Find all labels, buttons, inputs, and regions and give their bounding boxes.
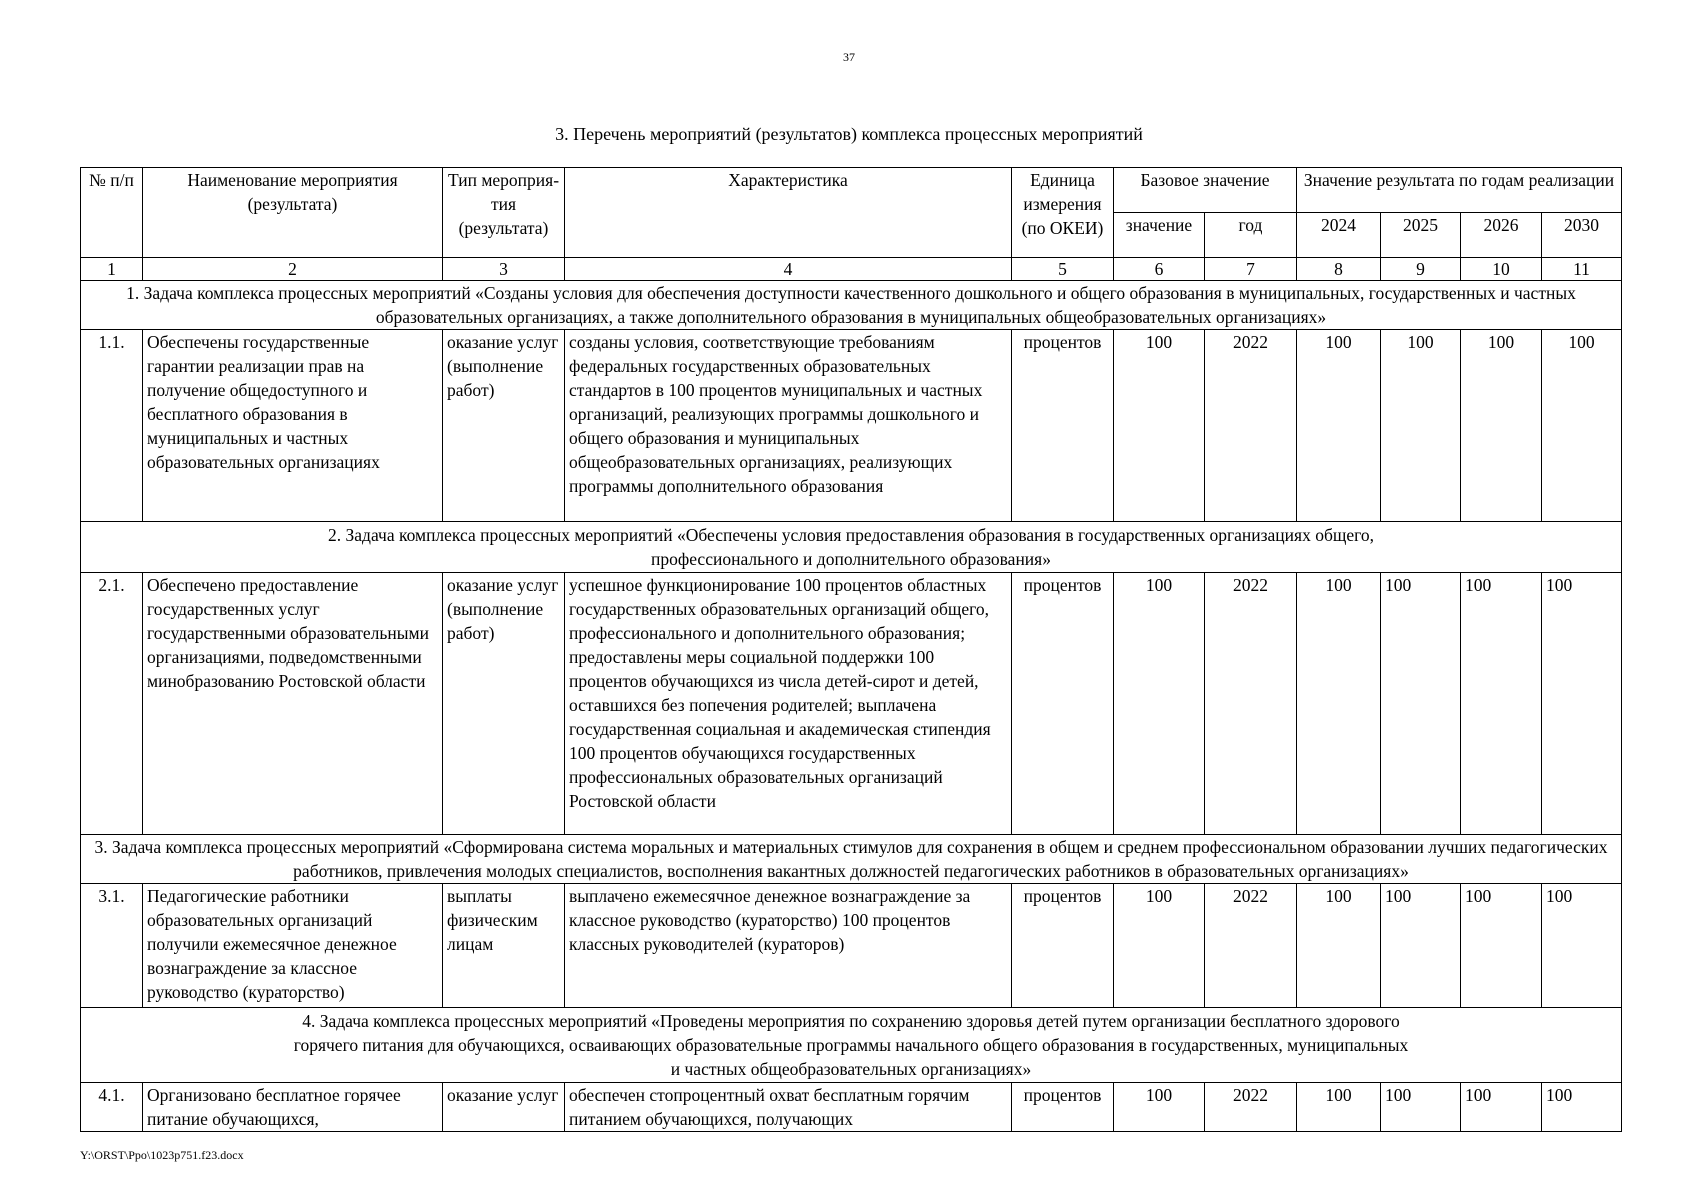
row-base-value: 100 <box>1114 884 1205 1008</box>
row-num: 1.1. <box>81 330 143 522</box>
task-title: 3. Задача комплекса процессных мероприятий «Сформирована система моральных и материальных стимулов для сохранения в общем и среднем профессиональном образовании лучших педагогических работников, привлечения молодых специалистов, восполнения вакантных должностей педагогических работников в образовательных организациях» <box>81 835 1622 884</box>
row-num: 3.1. <box>81 884 143 1008</box>
header-type: Тип мероприя- тия (результата) <box>443 168 565 258</box>
row-value-2024: 100 <box>1297 1083 1381 1132</box>
column-number: 8 <box>1297 258 1381 281</box>
table-row <box>81 884 1622 1008</box>
row-name: Обеспечены государственные гарантии реализации прав на получение общедоступного и бесплатного образования в муниципальных и частных образовательных организациях <box>143 330 443 522</box>
row-base-value: 100 <box>1114 1083 1205 1132</box>
header-unit: Единица измерения (по ОКЕИ) <box>1012 168 1114 258</box>
row-base-year: 2022 <box>1205 884 1297 1008</box>
row-value-2025: 100 <box>1381 330 1461 522</box>
column-number: 9 <box>1381 258 1461 281</box>
row-value-2026: 100 <box>1461 884 1542 1008</box>
row-unit: процентов <box>1012 884 1114 1008</box>
row-base-value: 100 <box>1114 573 1205 835</box>
row-unit: процентов <box>1012 573 1114 835</box>
row-value-2026: 100 <box>1461 1083 1542 1132</box>
row-value-2024: 100 <box>1297 884 1381 1008</box>
row-value-2024: 100 <box>1297 330 1381 522</box>
column-number: 3 <box>443 258 565 281</box>
row-type: оказание услуг <box>443 1083 565 1132</box>
column-number: 10 <box>1461 258 1542 281</box>
header-base: Базовое значение <box>1114 168 1297 213</box>
header-base-value: значение <box>1114 213 1205 258</box>
table-row <box>81 573 1622 835</box>
row-characteristic: созданы условия, соответствующие требованиям федеральных государственных образовательных стандартов в 100 процентов муниципальных и частных организаций, реализующих программы дошкольного и общего образования и муниципальных общеобразовательных организациях, реализующих программы дополнительного образования <box>565 330 1012 522</box>
row-num: 2.1. <box>81 573 143 835</box>
row-value-2024: 100 <box>1297 573 1381 835</box>
row-characteristic: успешное функционирование 100 процентов областных государственных образовательных организаций общего, профессионального и дополнительного образования; предоставлены меры социальной поддержки 100 процентов обучающихся из числа детей-сирот и детей, оставшихся без попечения родителей; выплачена государственная социальная и академическая стипендия 100 процентов обучающихся государственных профессиональных образовательных организаций Ростовской области <box>565 573 1012 835</box>
row-name: Организовано бесплатное горячее питание обучающихся, <box>143 1083 443 1132</box>
task-row <box>81 835 1622 884</box>
task-title: 2. Задача комплекса процессных мероприятий «Обеспечены условия предоставления образования в государственных организациях общего, профессионального и дополнительного образования» <box>81 522 1622 573</box>
row-value-2030: 100 <box>1542 1083 1622 1132</box>
task-row <box>81 522 1622 573</box>
column-number: 7 <box>1205 258 1297 281</box>
row-value-2026: 100 <box>1461 573 1542 835</box>
task-row <box>81 281 1622 330</box>
measures-table <box>80 167 1622 1132</box>
header-base-year: год <box>1205 213 1297 258</box>
row-type: оказание услуг (выполнение работ) <box>443 573 565 835</box>
task-title: 4. Задача комплекса процессных мероприятий «Проведены мероприятия по сохранению здоровья детей путем организации бесплатного здорового горячего питания для обучающихся, осваивающих образовательные программы начального общего образования в государственных, муниципальных и частных общеобразовательных организациях» <box>81 1008 1622 1083</box>
column-number: 2 <box>143 258 443 281</box>
row-value-2025: 100 <box>1381 884 1461 1008</box>
row-characteristic: обеспечен стопроцентный охват бесплатным горячим питанием обучающихся, получающих <box>565 1083 1012 1132</box>
column-number: 1 <box>81 258 143 281</box>
row-base-year: 2022 <box>1205 1083 1297 1132</box>
row-base-year: 2022 <box>1205 330 1297 522</box>
header-year-2025: 2025 <box>1381 213 1461 258</box>
row-unit: процентов <box>1012 330 1114 522</box>
row-base-value: 100 <box>1114 330 1205 522</box>
page-number: 37 <box>843 50 855 64</box>
row-characteristic: выплачено ежемесячное денежное вознаграждение за классное руководство (кураторство) 100 процентов классных руководителей (кураторов) <box>565 884 1012 1008</box>
header-year-2024: 2024 <box>1297 213 1381 258</box>
header-characteristic: Характеристика <box>565 168 1012 258</box>
table-row <box>81 1083 1622 1132</box>
header-name: Наименование мероприятия (результата) <box>143 168 443 258</box>
column-number: 5 <box>1012 258 1114 281</box>
header-year-2026: 2026 <box>1461 213 1542 258</box>
header-num: № п/п <box>81 168 143 258</box>
row-unit: процентов <box>1012 1083 1114 1132</box>
task-title: 1. Задача комплекса процессных мероприятий «Созданы условия для обеспечения доступности качественного дошкольного и общего образования в муниципальных, государственных и частных образовательных организациях, а также дополнительного образования в муниципальных общеобразовательных организациях» <box>81 281 1622 330</box>
row-base-year: 2022 <box>1205 573 1297 835</box>
row-value-2030: 100 <box>1542 330 1622 522</box>
column-number: 4 <box>565 258 1012 281</box>
row-value-2030: 100 <box>1542 884 1622 1008</box>
header-year-2030: 2030 <box>1542 213 1622 258</box>
column-number: 6 <box>1114 258 1205 281</box>
row-value-2025: 100 <box>1381 573 1461 835</box>
task-row <box>81 1008 1622 1083</box>
table-row <box>81 330 1622 522</box>
row-value-2030: 100 <box>1542 573 1622 835</box>
row-type: выплаты физическим лицам <box>443 884 565 1008</box>
row-num: 4.1. <box>81 1083 143 1132</box>
page-title: 3. Перечень мероприятий (результатов) комплекса процессных мероприятий <box>555 124 1143 144</box>
header-row <box>81 168 1622 213</box>
file-path-footer: Y:\ORST\Ppo\1023p751.f23.docx <box>80 1148 244 1162</box>
row-value-2026: 100 <box>1461 330 1542 522</box>
row-name: Обеспечено предоставление государственных услуг государственными образовательными организациями, подведомственными минобразованию Ростовской области <box>143 573 443 835</box>
header-result: Значение результата по годам реализации <box>1297 168 1622 213</box>
row-name: Педагогические работники образовательных организаций получили ежемесячное денежное вознаграждение за классное руководство (кураторство) <box>143 884 443 1008</box>
row-value-2025: 100 <box>1381 1083 1461 1132</box>
column-number-row <box>81 258 1622 281</box>
column-number: 11 <box>1542 258 1622 281</box>
row-type: оказание услуг (выполнение работ) <box>443 330 565 522</box>
